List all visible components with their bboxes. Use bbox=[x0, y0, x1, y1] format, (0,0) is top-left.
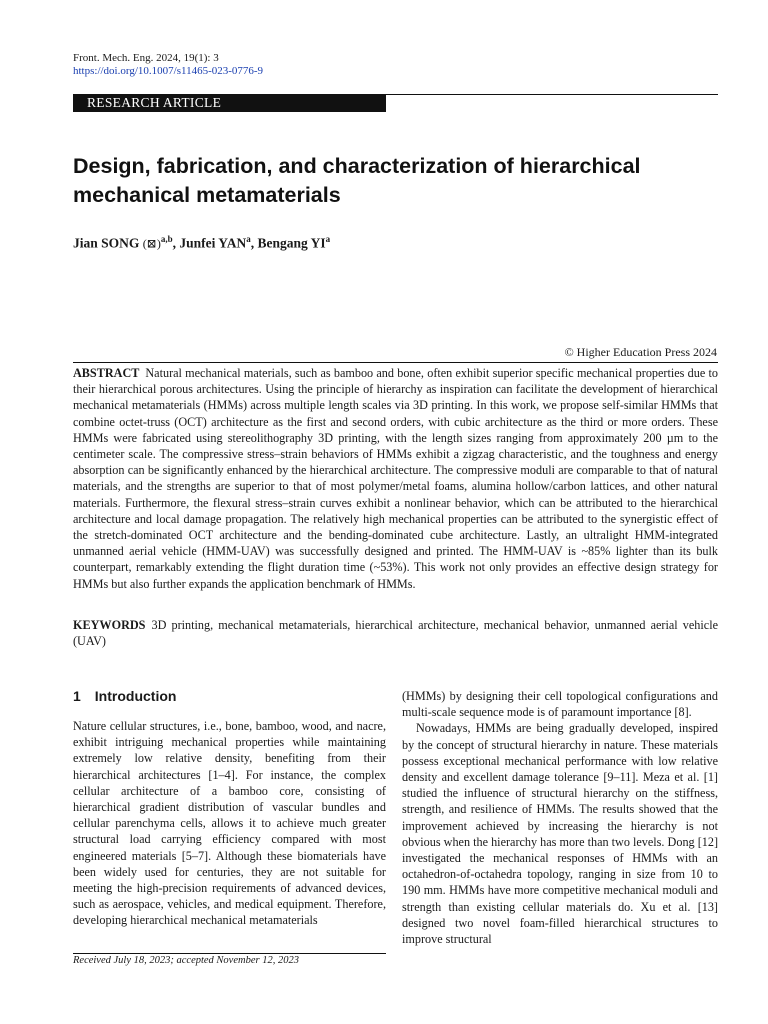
author-affiliation-sup: a bbox=[325, 234, 331, 244]
received-date-footnote: Received July 18, 2023; accepted November 12, 2023 bbox=[73, 955, 299, 966]
keywords-text: 3D printing, mechanical metamaterials, hierarchical architecture, mechanical behavior, unmanned aerial vehicle (UAV) bbox=[73, 618, 718, 649]
author-affiliation-sup: a bbox=[246, 234, 251, 244]
journal-citation: Front. Mech. Eng. 2024, 19(1): 3 bbox=[73, 52, 219, 64]
abstract bbox=[73, 365, 718, 592]
article-type-banner bbox=[73, 94, 718, 112]
section-title: Introduction bbox=[94, 688, 177, 704]
body-column-right bbox=[402, 688, 718, 947]
keywords bbox=[73, 617, 718, 649]
copyright-notice: © Higher Education Press 2024 bbox=[564, 345, 717, 359]
journal-header bbox=[73, 52, 263, 78]
author-name: Junfei YAN bbox=[179, 235, 247, 251]
corresponding-author-marker: (⊠) bbox=[142, 236, 161, 251]
abstract-text: Natural mechanical materials, such as bamboo and bone, often exhibit superior specific mechanical properties due to their hierarchical porous architectures. Using the principle of hierarchy as inspiration can facilitate the development of hierarchical mechanical metamaterials (HMMs) across multiple length scales via 3D printing. In this work, we propose self-similar HMMs that combine octet-truss (OCT) architecture as the first and second orders, with cubic architecture as the third or more orders. These HMMs were fabricated using stereolithography 3D printing, with the length sizes ranging from approximately 200 µm to the centimeter scale. The compressive stress–strain behaviors of HMMs exhibit a zigzag characteristic, and the toughness and energy absorption can be significantly enhanced by the hierarchical architecture. The compressive moduli are comparable to that of natural materials, and the strengths are superior to that of most polymer/metal foams, alumina hollow/carbon lattices, and other natural materials. Furthermore, the flexural stress–strain curves exhibit a nonlinear behavior, which can be attributed to the hierarchical architecture and local damage propagation. The relatively high mechanical properties can be attributed to the synergistic effect of the stretch-dominated OCT architecture and the bending-dominated cube architecture. Lastly, an ultralight HMM-integrated unmanned aerial vehicle (HMM-UAV) was successfully designed and printed. The HMM-UAV is ~85% lighter than its bulk counterpart, remarkably extending the flight duration time (~53%). This work not only provides an effective design strategy for HMMs but also further expands the application benchmark of HMMs. bbox=[73, 366, 718, 591]
body-paragraph: Nowadays, HMMs are being gradually developed, inspired by the concept of structural hierarchy in nature. These materials possess exceptional mechanical performance with low relative density and excellent damage tolerance [9–11]. Meza et al. [1] studied the influence of structural hierarchy on the stiffness, strength, and resilience of HMMs. The results showed that the improvement achieved by increasing the hierarchy is not obvious when the hierarchy has more than two levels. Dong [12] investigated the mechanical responses of HMMs with an octahedron-of-octahedra topology, ranging in size from 10 to 190 mm. HMMs have more competitive mechanical moduli and strength than existing cellular materials do. Xu et al. [13] designed two novel foam-filled hierarchical structures to improve structural bbox=[402, 721, 718, 947]
abstract-label: ABSTRACT bbox=[73, 366, 140, 380]
author-separator: , bbox=[250, 235, 258, 251]
body-paragraph: (HMMs) by designing their cell topological configurations and multi-scale sequence mode is of paramount importance [8]. bbox=[402, 689, 718, 720]
author-name: Jian SONG bbox=[73, 235, 140, 251]
author-separator: , bbox=[172, 235, 180, 251]
abstract-rule bbox=[73, 362, 718, 363]
doi-link[interactable]: https://doi.org/10.1007/s11465-023-0776-9 bbox=[73, 65, 264, 77]
footnote-rule bbox=[73, 953, 386, 954]
article-type-bar bbox=[73, 94, 386, 112]
author-affiliation-sup: a,b bbox=[160, 234, 173, 244]
author-list bbox=[73, 234, 330, 252]
body-paragraph: Nature cellular structures, i.e., bone, bamboo, wood, and nacre, exhibit intriguing mechanical properties while maintaining extremely low relative density, benefiting from their hierarchical architectures [1–4]. For instance, the complex cellular architecture of a bamboo core, consisting of hierarchical gradient distribution of vascular bundles and cellular parenchyma cells, allows it to achieve much greater structural load carrying efficiency compared with most engineered materials [5–7]. Although these biomaterials have been widely used for centuries, they are not suitable for meeting the high-precision requirements of advanced devices, such as aerospace, vehicles, and medical equipment. Therefore, developing hierarchical mechanical metamaterials bbox=[73, 719, 386, 928]
article-type-label: RESEARCH ARTICLE bbox=[87, 95, 222, 110]
section-heading bbox=[73, 688, 176, 704]
keywords-label: KEYWORDS bbox=[73, 618, 146, 632]
section-number: 1 bbox=[73, 688, 81, 704]
banner-rule bbox=[386, 94, 718, 95]
author-name: Bengang YI bbox=[257, 235, 326, 251]
article-title: Design, fabrication, and characterization of hierarchical mechanical metamaterials bbox=[73, 154, 641, 207]
